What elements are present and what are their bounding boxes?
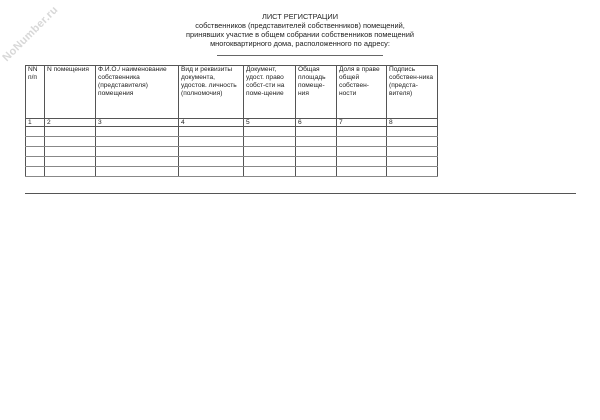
- column-number: 6: [296, 119, 337, 127]
- column-header: Подпись собствен-ника (предста-вителя): [387, 66, 438, 119]
- table-cell: [179, 137, 244, 147]
- table-cell: [45, 167, 96, 177]
- table-cell: [387, 137, 438, 147]
- table-cell: [96, 157, 179, 167]
- header-row: [26, 66, 438, 119]
- column-number: 3: [96, 119, 179, 127]
- table-cell: [26, 147, 45, 157]
- column-number: 2: [45, 119, 96, 127]
- title-heading: ЛИСТ РЕГИСТРАЦИИ: [261, 12, 339, 21]
- watermark: NoNumber.ru: [0, 3, 61, 65]
- column-number: 8: [387, 119, 438, 127]
- table-cell: [387, 147, 438, 157]
- title-line: принявших участие в общем собрании собственников помещений: [186, 30, 414, 39]
- table-row: [26, 167, 438, 177]
- table-cell: [387, 167, 438, 177]
- table-cell: [337, 147, 387, 157]
- table-cell: [296, 127, 337, 137]
- table-cell: [337, 167, 387, 177]
- table-row: [26, 147, 438, 157]
- title-line: собственников (представителей собственников) помещений,: [195, 21, 405, 30]
- table-cell: [26, 127, 45, 137]
- table-cell: [96, 127, 179, 137]
- table-cell: [96, 167, 179, 177]
- table-cell: [96, 147, 179, 157]
- address-line: [217, 55, 383, 56]
- table-cell: [244, 147, 296, 157]
- table-cell: [296, 157, 337, 167]
- table-cell: [244, 137, 296, 147]
- table-row: [26, 137, 438, 147]
- table-cell: [337, 127, 387, 137]
- table-cell: [296, 147, 337, 157]
- table-cell: [337, 137, 387, 147]
- column-header: Ф.И.О./ наименование собственника (представителя) помещения: [96, 66, 179, 119]
- column-header: N помещения: [45, 66, 96, 119]
- table-cell: [26, 167, 45, 177]
- document-title: [150, 12, 450, 48]
- column-header: NN п/п: [26, 66, 45, 119]
- table-cell: [179, 167, 244, 177]
- title-line: многоквартирного дома, расположенного по адресу:: [210, 39, 390, 48]
- divider-line: [25, 193, 576, 194]
- number-row: [26, 119, 438, 127]
- registration-table: [25, 65, 438, 177]
- column-header: Доля в праве общей собствен-ности: [337, 66, 387, 119]
- table-cell: [296, 137, 337, 147]
- table-cell: [244, 127, 296, 137]
- table-cell: [387, 127, 438, 137]
- column-header: Общая площадь помеще-ния: [296, 66, 337, 119]
- table-cell: [45, 157, 96, 167]
- column-header: Документ, удост. право собст-сти на поме-щение: [244, 66, 296, 119]
- table-cell: [26, 137, 45, 147]
- table-cell: [244, 167, 296, 177]
- table-cell: [179, 127, 244, 137]
- table-cell: [96, 137, 179, 147]
- table-cell: [45, 137, 96, 147]
- table-cell: [387, 157, 438, 167]
- table-cell: [337, 157, 387, 167]
- column-number: 5: [244, 119, 296, 127]
- table-cell: [45, 127, 96, 137]
- table-cell: [296, 167, 337, 177]
- table-row: [26, 127, 438, 137]
- column-number: 1: [26, 119, 45, 127]
- table-cell: [26, 157, 45, 167]
- table-cell: [179, 157, 244, 167]
- column-header: Вид и реквизиты документа, удостов. личность (полномочия): [179, 66, 244, 119]
- table-cell: [45, 147, 96, 157]
- table-row: [26, 157, 438, 167]
- column-number: 4: [179, 119, 244, 127]
- table-cell: [244, 157, 296, 167]
- column-number: 7: [337, 119, 387, 127]
- table-cell: [179, 147, 244, 157]
